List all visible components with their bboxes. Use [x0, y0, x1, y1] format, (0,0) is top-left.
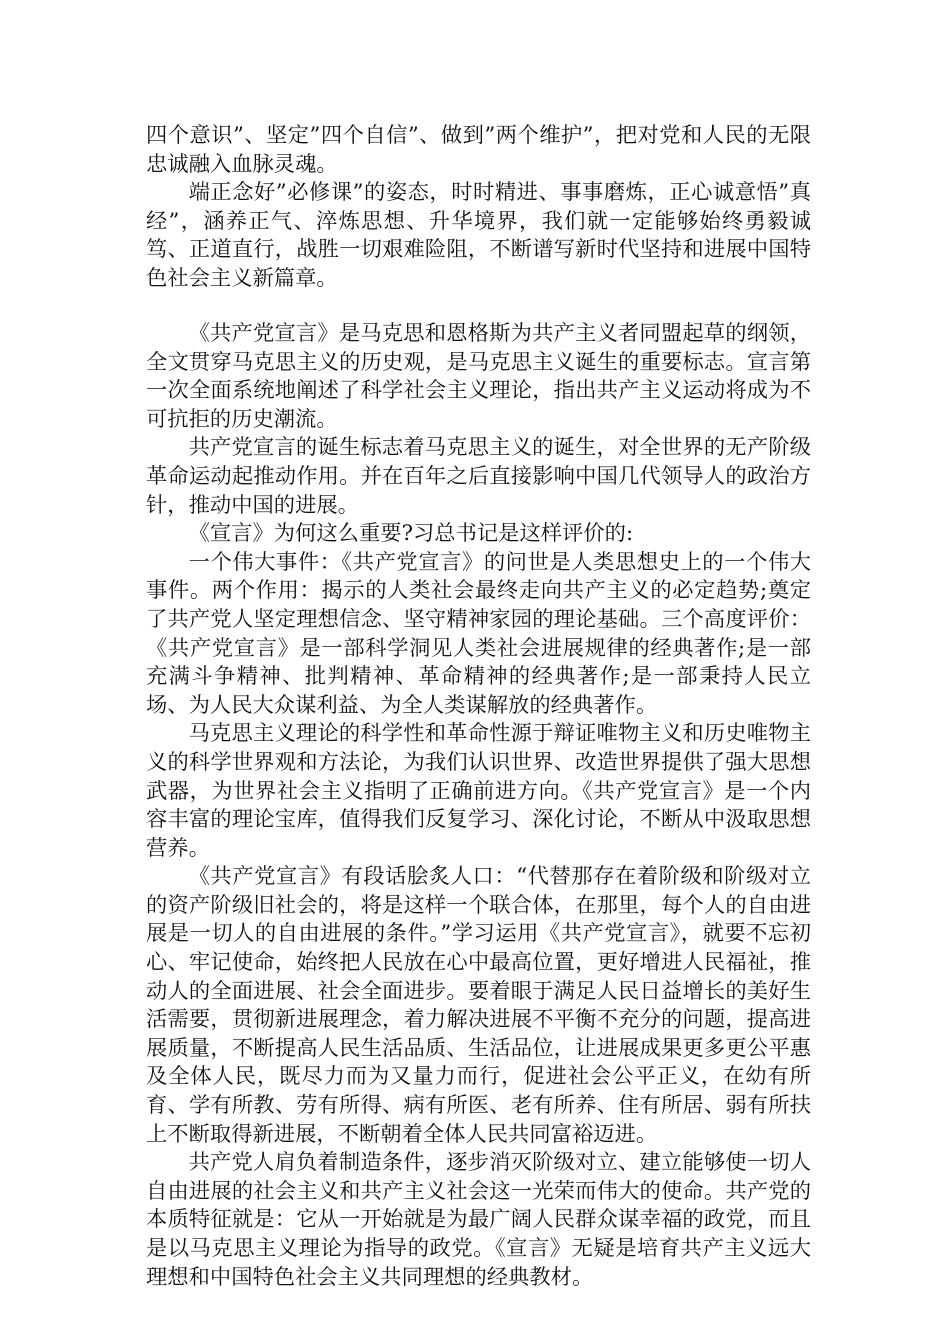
- paragraph: 《共产党宣言》是马克思和恩格斯为共产主义者同盟起草的纲领，全文贯穿马克思主义的历史观，是马克思主义诞生的重要标志。宣言第一次全面系统地阐述了科学社会主义理论，指出共产主义运动将成为不可抗拒的历史潮流。: [146, 321, 811, 432]
- paragraph: 共产党宣言的诞生标志着马克思主义的诞生，对全世界的无产阶级革命运动起推动作用。并在百年之后直接影响中国几代领导人的政治方针，推动中国的进展。: [146, 435, 811, 518]
- paragraph: 马克思主义理论的科学性和革命性源于辩证唯物主义和历史唯物主义的科学世界观和方法论，为我们认识世界、改造世界提供了强大思想武器，为世界社会主义指明了正确前进方向。《共产党宣言》是一个内容丰富的理论宝库，值得我们反复学习、深化讨论，不断从中汲取思想营养。: [146, 721, 811, 861]
- text-section-top: [146, 122, 811, 294]
- text-section-manifesto: [146, 320, 811, 1292]
- paragraph: 《宣言》为何这么重要?习总书记是这样评价的:: [188, 521, 634, 547]
- paragraph: 共产党人肩负着制造条件，逐步消灭阶级对立、建立能够使一切人自由进展的社会主义和共产主义社会这一光荣而伟大的使命。共产党的本质特征就是：它从一开始就是为最广阔人民群众谋幸福的政党，而且是以马克思主义理论为指导的政党。《宣言》无疑是培育共产主义远大理想和中国特色社会主义共同理想的经典教材。: [146, 1150, 811, 1290]
- paragraph: 《共产党宣言》有段话脍炙人口：“代替那存在着阶级和阶级对立的资产阶级旧社会的，将是这样一个联合体，在那里，每个人的自由进展是一切人的自由进展的条件。”学习运用《共产党宣言》，就要不忘初心、牢记使命，始终把人民放在心中最高位置，更好增进人民福祉，推动人的全面进展、社会全面进步。要着眼于满足人民日益增长的美好生活需要，贯彻新进展理念，着力解决进展不平衡不充分的问题，提高进展质量，不断提高人民生活品质、生活品位，让进展成果更多更公平惠及全体人民，既尽力而为又量力而行，促进社会公平正义，在幼有所育、学有所教、劳有所得、病有所医、老有所养、住有所居、弱有所扶上不断取得新进展，不断朝着全体人民共同富裕迈进。: [146, 864, 811, 1147]
- paragraph: 一个伟大事件：《共产党宣言》的问世是人类思想史上的一个伟大事件。两个作用：揭示的人类社会最终走向共产主义的必定趋势;奠定了共产党人坚定理想信念、坚守精神家园的理论基础。三个高度评价：《共产党宣言》是一部科学洞见人类社会进展规律的经典著作;是一部充满斗争精神、批判精神、革命精神的经典著作;是一部秉持人民立场、为人民大众谋利益、为全人类谋解放的经典著作。: [146, 549, 811, 718]
- paragraph: 四个意识”、坚定”四个自信”、做到”两个维护”，把对党和人民的无限忠诚融入血脉灵魂。: [146, 123, 811, 177]
- paragraph: 端正念好”必修课”的姿态，时时精进、事事磨炼，正心诚意悟”真经”，涵养正气、淬炼思想、升华境界，我们就一定能够始终勇毅诚笃、正道直行，战胜一切艰难险阻，不断谱写新时代坚持和进展中国特色社会主义新篇章。: [146, 180, 811, 291]
